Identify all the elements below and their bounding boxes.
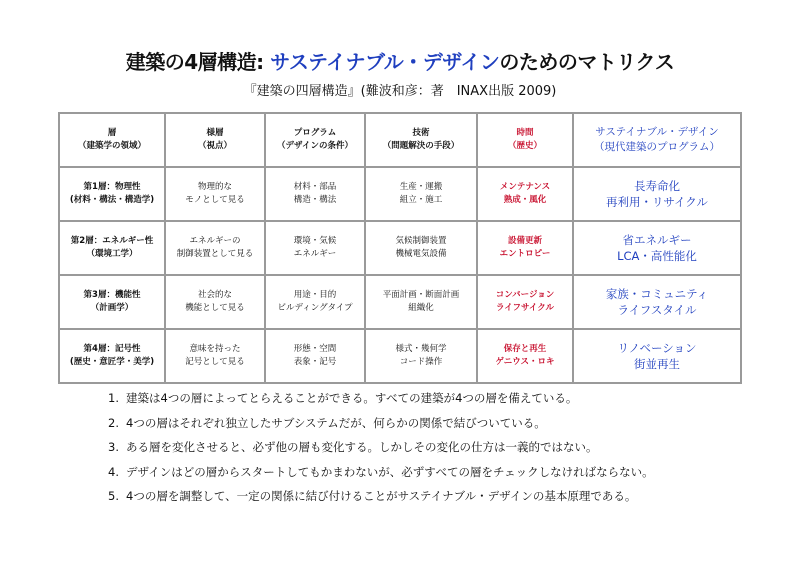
- list-text: ある層を変化させると、必ず他の層も変化する。しかしその変化の仕方は一義的ではない。: [126, 440, 598, 454]
- cell-layer: [59, 221, 165, 275]
- cell-program: [265, 221, 365, 275]
- cell-text: 形態・空間: [293, 344, 337, 354]
- cell-text: 保存と再生: [503, 344, 547, 354]
- cell-text: 生産・運搬: [399, 182, 443, 192]
- cell-text: メンテナンス: [499, 182, 551, 192]
- cell-text: 街並再生: [634, 357, 680, 371]
- list-item: [108, 386, 654, 411]
- title-part-accent: サステイナブル・デザイン: [270, 50, 500, 74]
- cell-time: [477, 275, 573, 329]
- principles-list: [108, 386, 654, 509]
- list-text: デザインはどの層からスタートしてもかまわないが、必ずすべての層をチェックしなければならない。: [126, 464, 654, 479]
- title-part-main: 建築の4層構造:: [125, 50, 271, 74]
- cell-text: エネルギー: [293, 249, 337, 259]
- list-text: 建築は4つの層によってとらえることができる。すべての建築が4つの層を備えている。: [126, 391, 578, 405]
- cell-text: 構造・構法: [293, 195, 337, 205]
- list-number: 2.: [108, 415, 119, 430]
- cell-tech: [365, 221, 477, 275]
- header-text: サステイナブル・デザイン: [595, 126, 719, 138]
- header-text: （建築学の領域）: [77, 141, 146, 151]
- cell-text: ライフスタイル: [617, 303, 697, 317]
- header-cell-program: [265, 113, 365, 167]
- cell-text: 再利用・リサイクル: [606, 195, 708, 209]
- header-cell-time: [477, 113, 573, 167]
- cell-text: 省エネルギー: [622, 233, 692, 247]
- cell-text: 第2層：エネルギー性: [70, 236, 154, 246]
- cell-text: LCA・高性能化: [617, 249, 697, 263]
- header-cell-view: [165, 113, 265, 167]
- header-text: （問題解決の手段）: [382, 141, 460, 151]
- cell-sustainable: [573, 275, 741, 329]
- header-cell-sustainable: [573, 113, 741, 167]
- header-text: 技術: [412, 128, 430, 138]
- cell-layer: [59, 275, 165, 329]
- cell-program: [265, 167, 365, 221]
- cell-text: 第1層：物理性: [83, 182, 141, 192]
- list-text: 4つの層を調整して、一定の関係に結び付けることがサステイナブル・デザインの基本原理である。: [126, 489, 637, 503]
- cell-text: コンバージョン: [495, 290, 555, 300]
- cell-text: 環境・気候: [293, 236, 337, 246]
- cell-text: 気候制御装置: [395, 236, 447, 246]
- header-text: 時間: [516, 128, 534, 138]
- cell-text: エネルギーの: [189, 236, 241, 246]
- cell-text: リノベーション: [617, 341, 697, 355]
- cell-program: [265, 275, 365, 329]
- cell-view: [165, 275, 265, 329]
- table-row: [59, 275, 741, 329]
- cell-text: 社会的な: [197, 290, 232, 300]
- page-title: [0, 46, 800, 75]
- four-layer-matrix-table: [58, 112, 742, 384]
- cell-text: 組織化: [408, 303, 434, 313]
- title-part-end: のためのマトリクス: [499, 50, 675, 74]
- cell-text: 設備更新: [507, 236, 542, 246]
- cell-view: [165, 221, 265, 275]
- header-text: 層: [107, 128, 117, 138]
- cell-text: （計画学）: [90, 303, 134, 313]
- cell-text: 第3層：機能性: [83, 290, 141, 300]
- list-number: 4.: [108, 464, 119, 479]
- cell-tech: [365, 329, 477, 383]
- cell-text: 材料・部品: [293, 182, 337, 192]
- cell-text: 組立・施工: [399, 195, 443, 205]
- cell-text: 様式・幾何学: [395, 344, 447, 354]
- header-cell-layer: [59, 113, 165, 167]
- cell-text: ビルディングタイプ: [277, 303, 353, 313]
- header-cell-tech: [365, 113, 477, 167]
- cell-sustainable: [573, 221, 741, 275]
- list-text: 4つの層はそれぞれ独立したサブシステムだが、何らかの関係で結びついている。: [126, 415, 546, 430]
- cell-text: 機械電気設備: [395, 249, 447, 259]
- cell-text: 第4層：記号性: [83, 344, 141, 354]
- cell-tech: [365, 275, 477, 329]
- cell-text: エントロピー: [499, 249, 551, 259]
- header-text: （デザインの条件）: [277, 141, 353, 151]
- list-item: [108, 411, 654, 436]
- cell-text: ゲニウス・ロキ: [495, 357, 555, 367]
- cell-sustainable: [573, 329, 741, 383]
- cell-text: 平面計画・断面計画: [382, 290, 460, 300]
- cell-text: 記号として見る: [185, 357, 245, 367]
- page-subtitle: 『建築の四層構造』(難波和彦：著 INAX出版 2009): [243, 84, 557, 99]
- list-item: [108, 460, 654, 485]
- cell-time: [477, 329, 573, 383]
- cell-text: 家族・コミュニティ: [605, 287, 709, 301]
- list-item: [108, 484, 654, 509]
- cell-text: 熟成・風化: [503, 195, 547, 205]
- header-text: プログラム: [293, 128, 337, 138]
- cell-text: 制御装置として見る: [176, 249, 254, 259]
- cell-text: 物理的な: [197, 182, 232, 192]
- header-text: （視点）: [197, 141, 232, 151]
- cell-text: モノとして見る: [185, 195, 245, 205]
- header-text: 様層: [206, 128, 224, 138]
- cell-text: 機能として見る: [185, 303, 245, 313]
- list-number: 1.: [108, 391, 119, 405]
- table-row: [59, 167, 741, 221]
- cell-text: (材料・構法・構造学): [69, 195, 155, 205]
- list-item: [108, 435, 654, 460]
- cell-text: 用途・目的: [293, 290, 337, 300]
- cell-sustainable: [573, 167, 741, 221]
- cell-text: 長寿命化: [634, 179, 680, 193]
- list-number: 5.: [108, 489, 119, 503]
- table-row: [59, 329, 741, 383]
- cell-program: [265, 329, 365, 383]
- cell-text: 意味を持った: [189, 344, 241, 354]
- header-text: （歴史）: [507, 141, 542, 151]
- header-text: （現代建築のプログラム）: [594, 141, 720, 153]
- table-header-row: [59, 113, 741, 167]
- cell-view: [165, 329, 265, 383]
- cell-time: [477, 221, 573, 275]
- cell-text: （環境工学）: [86, 249, 138, 259]
- cell-text: ライフサイクル: [496, 303, 554, 313]
- cell-layer: [59, 167, 165, 221]
- table-row: [59, 221, 741, 275]
- cell-layer: [59, 329, 165, 383]
- cell-text: 表象・記号: [293, 357, 337, 367]
- cell-text: コード操作: [399, 357, 443, 367]
- cell-time: [477, 167, 573, 221]
- cell-text: (歴史・意匠学・美学): [69, 357, 155, 367]
- list-number: 3.: [108, 440, 119, 454]
- cell-view: [165, 167, 265, 221]
- cell-tech: [365, 167, 477, 221]
